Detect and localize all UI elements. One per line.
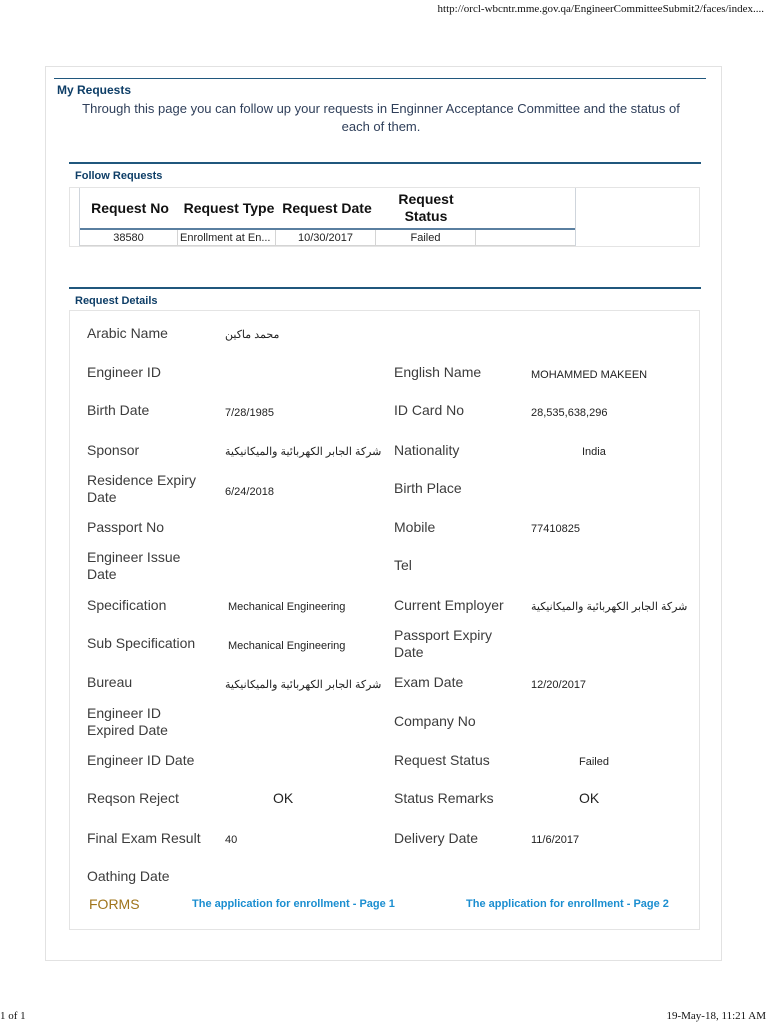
print-timestamp: 19-May-18, 11:21 AM: [666, 1010, 766, 1022]
requests-table: [79, 188, 576, 246]
value-sponsor: شركة الجابر الكهربائية والميكانيكية: [225, 446, 382, 458]
enrollment-form-page-2-link[interactable]: The application for enrollment - Page 2: [466, 898, 669, 910]
label-sub-specification: Sub Specification: [87, 635, 196, 651]
page-description: Through this page you can follow up your requests in Enginner Acceptance Committee and the status of each of them.: [82, 101, 680, 134]
label-engineer-id-expired-date: Engineer ID Expired Date: [87, 705, 168, 738]
cell-request-status[interactable]: Failed: [376, 230, 476, 246]
col-header-request-no[interactable]: Request No: [91, 199, 169, 216]
value-current-employer: شركة الجابر الكهربائية والميكانيكية: [531, 601, 688, 613]
label-id-card-no: ID Card No: [394, 402, 465, 418]
label-oathing-date: Oathing Date: [87, 868, 170, 884]
request-details-title: Request Details: [75, 295, 158, 307]
label-passport-no: Passport No: [87, 519, 165, 535]
value-request-status: Failed: [579, 756, 609, 768]
label-bureau: Bureau: [87, 674, 133, 690]
label-residence-expiry-date: Residence Expiry Date: [87, 472, 196, 505]
label-mobile: Mobile: [394, 519, 436, 535]
col-header-request-date[interactable]: Request Date: [282, 199, 372, 216]
label-engineer-id: Engineer ID: [87, 364, 161, 380]
col-header-request-type[interactable]: Request Type: [183, 199, 275, 216]
label-company-no: Company No: [394, 713, 476, 729]
label-sponsor: Sponsor: [87, 442, 140, 458]
value-mobile: 77410825: [531, 523, 580, 535]
value-exam-date: 12/20/2017: [531, 679, 587, 691]
label-engineer-issue-date: Engineer Issue Date: [87, 549, 181, 582]
label-birth-date: Birth Date: [87, 402, 150, 418]
cell-request-date[interactable]: 10/30/2017: [276, 230, 376, 246]
label-delivery-date: Delivery Date: [394, 830, 479, 846]
follow-requests-divider: [69, 162, 701, 164]
value-bureau: شركة الجابر الكهربائية والميكانيكية: [225, 679, 382, 691]
label-exam-date: Exam Date: [394, 674, 464, 690]
cell-request-no[interactable]: 38580: [80, 230, 178, 246]
label-engineer-id-date: Engineer ID Date: [87, 752, 195, 768]
page-title: My Requests: [57, 83, 132, 97]
enrollment-form-page-1-link[interactable]: The application for enrollment - Page 1: [192, 898, 395, 910]
header-divider: [54, 78, 706, 79]
label-reason-reject: Reqson Reject: [87, 790, 179, 806]
label-specification: Specification: [87, 597, 167, 613]
value-final-exam-result: 40: [225, 834, 238, 846]
value-id-card-no: 28,535,638,296: [531, 407, 608, 419]
col-header-request-status[interactable]: Request Status: [398, 191, 454, 224]
forms-label: FORMS: [89, 896, 140, 912]
cell-request-type[interactable]: Enrollment at En...: [178, 230, 276, 246]
table-row-bottom-rule: [80, 245, 575, 246]
value-reason-reject: OK: [273, 790, 294, 806]
value-specification: Mechanical Engineering: [228, 601, 346, 613]
label-passport-expiry-date: Passport Expiry Date: [394, 627, 493, 660]
value-delivery-date: 11/6/2017: [531, 834, 580, 846]
follow-requests-title: Follow Requests: [75, 170, 163, 182]
request-details-divider: [69, 287, 701, 289]
value-sub-specification: Mechanical Engineering: [228, 640, 346, 652]
page-url: http://orcl-wbcntr.mme.gov.qa/EngineerCommitteeSubmit2/faces/index....: [437, 3, 764, 15]
label-birth-place: Birth Place: [394, 480, 462, 496]
page-count: 1 of 1: [0, 1010, 26, 1022]
value-english-name: MOHAMMED MAKEEN: [531, 369, 648, 381]
value-arabic-name: محمد ماكين: [225, 329, 280, 341]
label-final-exam-result: Final Exam Result: [87, 830, 201, 846]
value-residence-expiry-date: 6/24/2018: [225, 486, 274, 498]
label-arabic-name: Arabic Name: [87, 325, 168, 341]
label-tel: Tel: [394, 557, 412, 573]
value-status-remarks: OK: [579, 790, 600, 806]
value-birth-date: 7/28/1985: [225, 407, 274, 419]
label-current-employer: Current Employer: [394, 597, 504, 613]
value-nationality: India: [582, 446, 606, 458]
label-status-remarks: Status Remarks: [394, 790, 494, 806]
label-nationality: Nationality: [394, 442, 460, 458]
label-request-status: Request Status: [394, 752, 490, 768]
label-english-name: English Name: [394, 364, 482, 380]
